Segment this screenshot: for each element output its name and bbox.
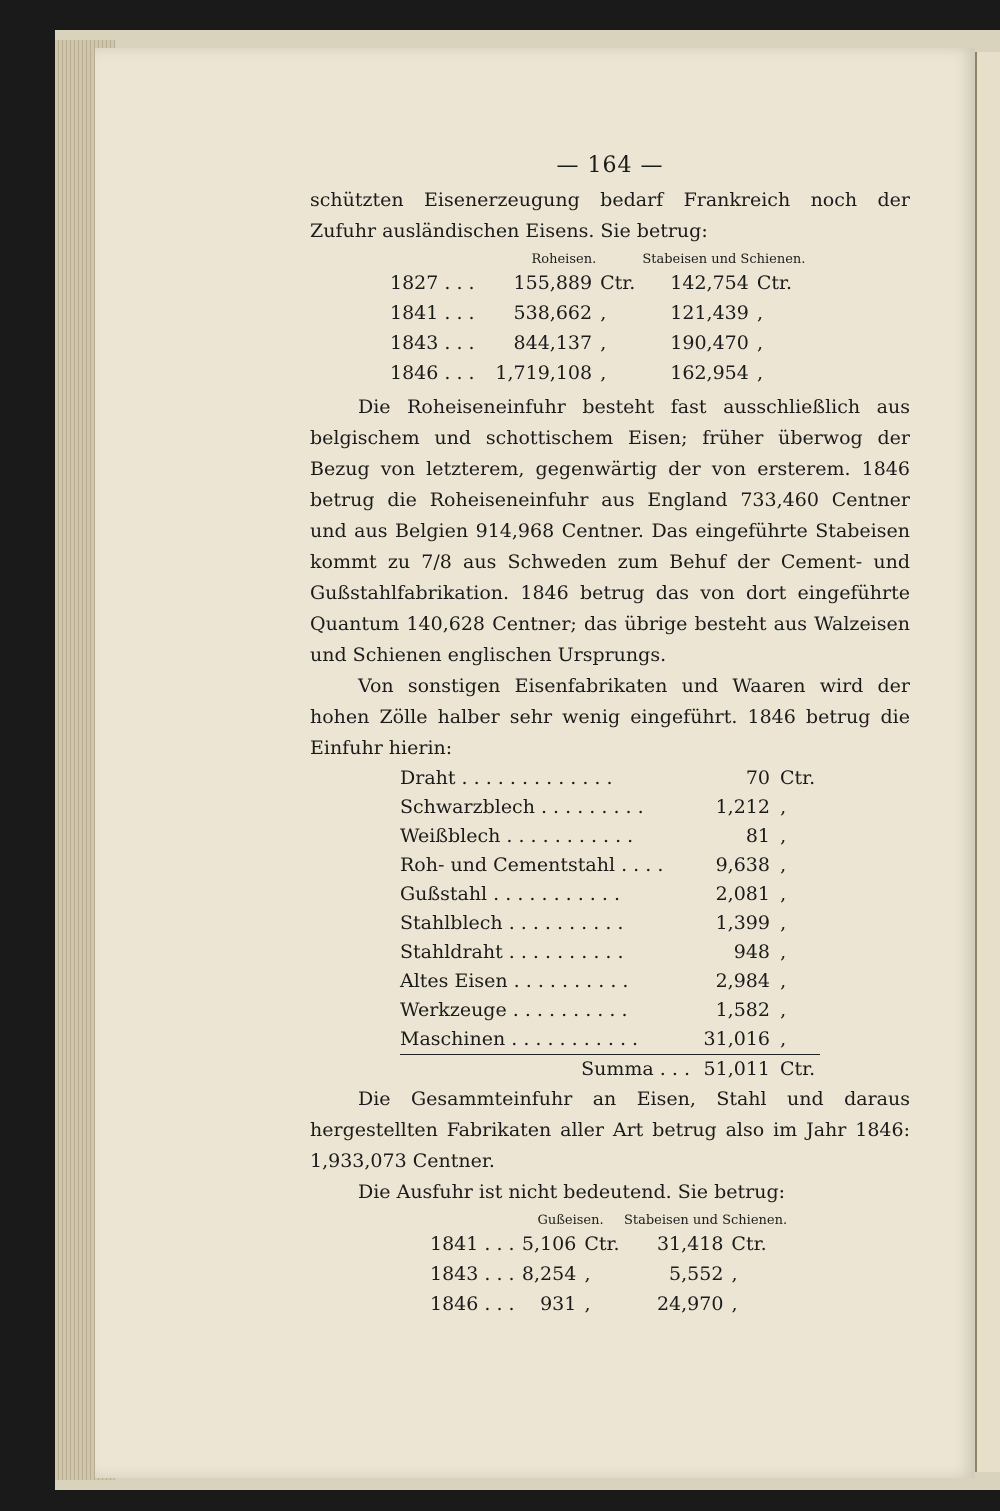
item-unit: ‚ — [780, 941, 787, 963]
item-name: Weißblech . . . . . . . . . . . — [400, 825, 634, 847]
unit-b-cell: ‚ — [756, 332, 763, 354]
item-row — [400, 793, 820, 822]
sum-row — [400, 1055, 820, 1085]
unit-a-cell: Ctr. — [584, 1233, 620, 1255]
import-row — [390, 298, 810, 328]
item-unit: ‚ — [780, 825, 787, 847]
unit-a-cell: ‚ — [584, 1263, 591, 1285]
import-col2-header: Stabeisen und Schienen. — [642, 252, 806, 267]
year-cell: 1841 . . . — [430, 1233, 515, 1255]
value-a-cell: 931 — [540, 1293, 577, 1315]
value-a-cell: 844,137 — [513, 332, 593, 354]
unit-a-cell: ‚ — [584, 1293, 591, 1315]
item-value: 2,081 — [715, 883, 770, 905]
year-cell: 1846 . . . — [390, 362, 475, 384]
item-unit: Ctr. — [780, 767, 816, 789]
year-cell: 1841 . . . — [390, 302, 475, 324]
item-unit: ‚ — [780, 970, 787, 992]
item-unit: ‚ — [780, 999, 787, 1021]
item-value: 81 — [745, 825, 770, 847]
import-col1-header: Roheisen. — [531, 252, 597, 267]
unit-a-cell: Ctr. — [600, 272, 636, 294]
value-a-cell: 5,106 — [521, 1233, 577, 1255]
paragraph-4: Die Gesammteinfuhr an Eisen, Stahl und daraus hergestellten Fabrikaten aller Art betrug also im Jahr 1846: 1,933,073 Centner. — [310, 1088, 910, 1172]
year-cell: 1827 . . . — [390, 272, 475, 294]
value-a-cell: 8,254 — [521, 1263, 577, 1285]
value-b-cell: 121,439 — [670, 302, 749, 324]
value-a-cell: 155,889 — [513, 272, 593, 294]
item-name: Altes Eisen . . . . . . . . . . — [400, 970, 629, 992]
item-row — [400, 851, 820, 880]
item-value: 2,984 — [715, 970, 770, 992]
unit-a-cell: ‚ — [600, 332, 607, 354]
paragraph-3: Von sonstigen Eisenfabrikaten und Waaren wird der hohen Zölle halber sehr wenig eingeführt. 1846 betrug die Einfuhr hierin: — [310, 675, 910, 759]
item-unit: ‚ — [780, 883, 787, 905]
item-row — [400, 880, 820, 909]
item-row — [400, 938, 820, 967]
item-value: 1,399 — [715, 912, 770, 934]
import-row — [390, 328, 810, 358]
paragraph-1: schützten Eisenerzeugung bedarf Frankreich noch der Zufuhr ausländischen Eisens. Sie betrug: — [310, 189, 910, 242]
item-name: Stahlblech . . . . . . . . . . — [400, 912, 624, 934]
item-row — [400, 822, 820, 851]
item-row — [400, 967, 820, 996]
item-row — [400, 996, 820, 1025]
export-row — [430, 1229, 790, 1259]
export-col1-header: Gußeisen. — [537, 1213, 604, 1228]
unit-b-cell: ‚ — [756, 302, 763, 324]
item-unit: ‚ — [780, 854, 787, 876]
export-row — [430, 1259, 790, 1289]
item-name: Werkzeuge . . . . . . . . . . — [400, 999, 628, 1021]
sum-label: Summa . . . — [400, 1055, 690, 1085]
item-value: 9,638 — [715, 854, 770, 876]
unit-b-cell: Ctr. — [756, 272, 793, 294]
page-number: — 164 — — [556, 153, 664, 178]
item-value: 1,212 — [715, 796, 770, 818]
item-value: 70 — [745, 767, 770, 789]
value-b-cell: 24,970 — [656, 1293, 724, 1315]
item-name: Schwarzblech . . . . . . . . . — [400, 796, 644, 818]
sum-value: 51,011 — [690, 1055, 770, 1085]
year-cell: 1843 . . . — [430, 1263, 515, 1285]
item-name: Maschinen . . . . . . . . . . . — [400, 1028, 639, 1050]
item-value: 1,582 — [715, 999, 770, 1021]
import-table — [390, 251, 810, 388]
unit-a-cell: ‚ — [600, 302, 607, 324]
item-row — [400, 909, 820, 938]
page-content — [310, 150, 910, 1319]
value-a-cell: 538,662 — [513, 302, 593, 324]
value-b-cell: 142,754 — [670, 272, 749, 294]
paragraph-2: Die Roheiseneinfuhr besteht fast ausschließlich aus belgischem und schottischem Eisen; früher überwog der Bezug von letzterem, gegenwärtig der von ersterem. 1846 betrug die Roheiseneinfuhr aus England 733,460 Centner und aus Belgien 914,968 Centner. Das eingeführte Stabeisen kommt zu 7/8 aus Schweden zum Behuf der Cement- und Gußstahlfabrikation. 1846 betrug das von dort eingeführte Quantum 140,628 Centner; das übrige besteht aus Walzeisen und Schienen englischen Ursprungs. — [310, 396, 910, 666]
item-name: Roh- und Cementstahl . . . . — [400, 854, 664, 876]
export-row — [430, 1289, 790, 1319]
export-table — [430, 1212, 790, 1319]
value-b-cell: 31,418 — [656, 1233, 724, 1255]
item-row — [400, 764, 820, 793]
item-name: Stahldraht . . . . . . . . . . — [400, 941, 624, 963]
value-b-cell: 5,552 — [669, 1263, 724, 1285]
item-unit: ‚ — [780, 1028, 787, 1050]
value-a-cell: 1,719,108 — [495, 362, 593, 384]
next-page-edge — [975, 52, 1000, 1472]
unit-b-cell: ‚ — [731, 1263, 738, 1285]
value-b-cell: 162,954 — [670, 362, 749, 384]
item-value: 31,016 — [703, 1028, 770, 1050]
item-name: Draht . . . . . . . . . . . . . — [400, 767, 613, 789]
unit-b-cell: ‚ — [731, 1293, 738, 1315]
value-b-cell: 190,470 — [670, 332, 749, 354]
export-col2-header: Stabeisen und Schienen. — [623, 1213, 788, 1228]
item-row — [400, 1025, 820, 1055]
year-cell: 1843 . . . — [390, 332, 475, 354]
paragraph-5: Die Ausfuhr ist nicht bedeutend. Sie betrug: — [358, 1181, 786, 1203]
item-value: 948 — [733, 941, 770, 963]
import-row — [390, 358, 810, 388]
sum-unit: Ctr. — [770, 1055, 820, 1085]
item-unit: ‚ — [780, 796, 787, 818]
items-table — [400, 764, 820, 1084]
item-name: Gußstahl . . . . . . . . . . . — [400, 883, 621, 905]
unit-b-cell: ‚ — [756, 362, 763, 384]
item-unit: ‚ — [780, 912, 787, 934]
unit-a-cell: ‚ — [600, 362, 607, 384]
year-cell: 1846 . . . — [430, 1293, 515, 1315]
import-row — [390, 268, 810, 298]
unit-b-cell: Ctr. — [731, 1233, 767, 1255]
